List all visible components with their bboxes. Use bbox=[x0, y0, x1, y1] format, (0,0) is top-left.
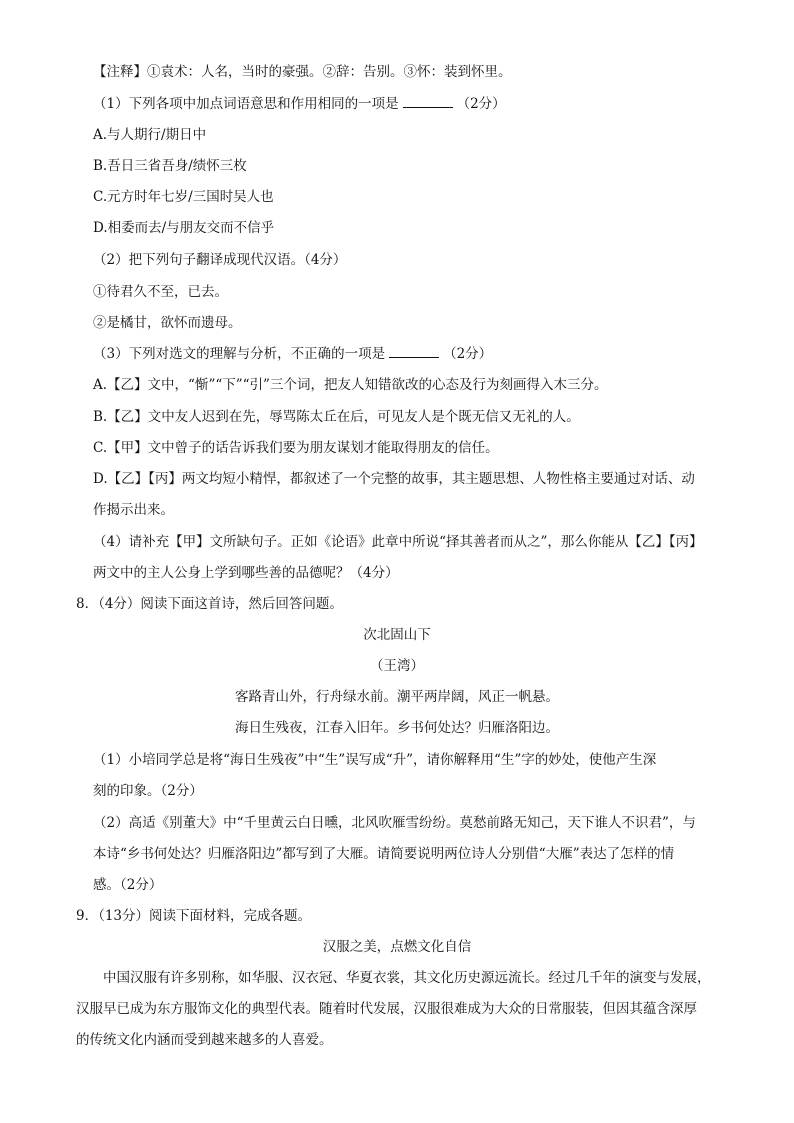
translate-sentence-1: ①待君久不至，已去。 bbox=[93, 284, 228, 300]
option-a: A.与人期行/期日中 bbox=[93, 127, 207, 143]
q7-sub3-prefix: （3）下列对选文的理解与分析，不正确的一项是 bbox=[93, 346, 386, 362]
paragraph-line-1: 中国汉服有许多别称，如华服、汉衣冠、华夏衣裳，其文化历史源远流长。经过几千年的演变与发展， bbox=[103, 970, 711, 986]
translate-sentence-2: ②是橘甘，欲怀而遗母。 bbox=[93, 315, 242, 331]
q7-sub1 bbox=[93, 94, 506, 114]
q9-header: 9．（13分）阅读下面材料，完成各题。 bbox=[76, 908, 312, 924]
q7-sub3-suffix: （2分） bbox=[443, 346, 493, 362]
q8-header: 8．（4分）阅读下面这首诗，然后回答问题。 bbox=[76, 596, 343, 612]
option-c: C.元方时年七岁/三国时吴人也 bbox=[93, 189, 274, 205]
poem-author: （王湾） bbox=[370, 658, 424, 674]
q8-sub2-line1: （2）高适《别董大》中“千里黄云白日曛，北风吹雁雪纷纷。莫愁前路无知己，天下谁人不识君”，与 bbox=[93, 815, 696, 831]
q7-sub4-line1: （4）请补充【甲】文所缺句子。正如《论语》此章中所说“择其善者而从之”，那么你能从【乙】【丙】 bbox=[93, 534, 703, 550]
paragraph-line-3: 的传统文化内涵而受到越来越多的人喜爱。 bbox=[76, 1032, 333, 1048]
q7-sub2: （2）把下列句子翻译成现代汉语。（4分） bbox=[93, 252, 347, 268]
option3-d: D.【乙】【丙】两文均短小精悍，都叙述了一个完整的故事，其主题思想、人物性格主要通过对话、动 bbox=[93, 471, 695, 487]
q8-sub1-line1: （1）小培同学总是将“海日生残夜”中“生”误写成“升”，请你解释用“生”字的妙处，使他产生深 bbox=[93, 752, 657, 768]
q8-sub2-line2: 本诗“乡书何处达？归雁洛阳边”都写到了大雁。请简要说明两位诗人分别借“大雁”表达了怎样的情 bbox=[93, 846, 675, 862]
q7-sub1-suffix: （2分） bbox=[456, 96, 506, 112]
poem-title: 次北固山下 bbox=[363, 627, 431, 643]
option3-c: C.【甲】文中曾子的话告诉我们要为朋友谋划才能取得朋友的信任。 bbox=[93, 440, 499, 456]
option3-a: A.【乙】文中，“惭”“下”“引”三个词，把友人知错欲改的心态及行为刻画得入木三分。 bbox=[93, 377, 608, 393]
answer-blank bbox=[403, 94, 453, 108]
article-title: 汉服之美，点燃文化自信 bbox=[322, 939, 472, 955]
q7-sub4-line2: 两文中的主人公身上学到哪些善的品德呢？（4分） bbox=[93, 565, 399, 581]
poem-line-1: 客路青山外，行舟绿水前。潮平两岸阔，风正一帆悬。 bbox=[235, 689, 559, 705]
option3-b: B.【乙】文中友人迟到在先，辱骂陈太丘在后，可见友人是个既无信又无礼的人。 bbox=[93, 409, 580, 425]
q8-sub2-line3: 感。（2分） bbox=[93, 877, 163, 893]
option3-d-cont: 作揭示出来。 bbox=[93, 502, 174, 518]
q7-sub1-prefix: （1）下列各项中加点词语意思和作用相同的一项是 bbox=[93, 96, 399, 112]
note-line: 【注释】①袁术：人名，当时的豪强。②辞：告别。③怀：装到怀里。 bbox=[93, 64, 512, 80]
poem-line-2: 海日生残夜，江春入旧年。乡书何处达？归雁洛阳边。 bbox=[235, 720, 559, 736]
option-d: D.相委而去/与朋友交而不信乎 bbox=[93, 220, 275, 236]
answer-blank bbox=[389, 344, 439, 358]
paragraph-line-2: 汉服早已成为东方服饰文化的典型代表。随着时代发展，汉服很难成为大众的日常服装，但因其蕴含深厚 bbox=[76, 1001, 697, 1017]
q8-sub1-line2: 刻的印象。（2分） bbox=[93, 783, 203, 799]
q7-sub3 bbox=[93, 344, 492, 364]
option-b: B.吾日三省吾身/绩怀三枚 bbox=[93, 158, 247, 174]
